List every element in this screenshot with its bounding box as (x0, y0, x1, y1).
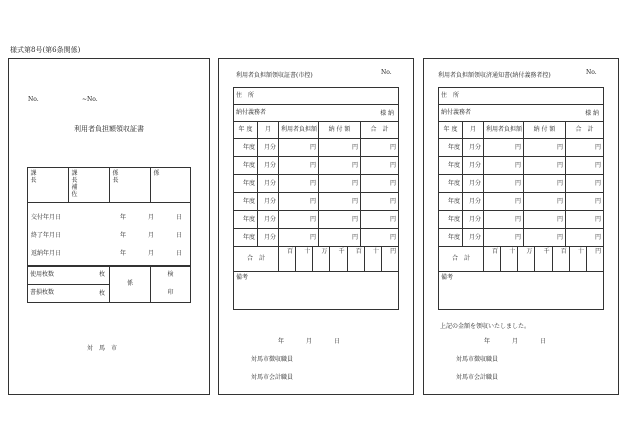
right-header-paid: 納 付 額 (524, 122, 566, 139)
issue-month: 月 (148, 214, 155, 221)
mid-total-label: 合 計 (234, 247, 279, 272)
mid-address-cell: 住 所 (234, 88, 399, 105)
mid-header-paid: 納 付 額 (319, 122, 361, 139)
mid-date-month: 月 (306, 338, 313, 345)
spoiled-count-cell: 書損枚数 枚 (28, 284, 110, 303)
right-header-total: 合 計 (566, 122, 604, 139)
table-row: 年度 月分 円 円 円 (439, 193, 604, 211)
end-month: 月 (148, 232, 155, 239)
mid-payer-cell: 納付義務者 様 納 (234, 105, 399, 122)
right-total-digits: 百 十 万 千 百 十 円 (484, 247, 604, 272)
stamp-box-kakaricho: 係長 (110, 168, 151, 203)
mid-notes-cell: 備考 (234, 272, 399, 310)
mid-header-year: 年 度 (234, 122, 258, 139)
return-month: 月 (148, 250, 155, 257)
right-accountant: 対馬市会計職員 (456, 374, 499, 381)
return-date-label: 返納年月日 (31, 250, 62, 257)
left-number-no: No. (28, 96, 39, 103)
left-number-range: ~No. (82, 96, 98, 103)
mid-header-total: 合 計 (361, 122, 399, 139)
stamp-box-kakari: 係 (151, 168, 191, 203)
right-header-year: 年 度 (439, 122, 463, 139)
left-approval-table (27, 167, 191, 267)
right-notes-cell: 備考 (439, 272, 604, 310)
right-collector: 対馬市徴収職員 (456, 356, 499, 363)
mid-total-digits: 百 十 万 千 百 十 円 (279, 247, 399, 272)
table-row: 年度 月分 円 円 円 (234, 157, 399, 175)
right-date-month: 月 (512, 338, 519, 345)
issue-date-label: 交付年月日 (31, 214, 62, 221)
stamp-box-kacho: 課長 (28, 168, 69, 203)
end-day: 日 (176, 232, 183, 239)
table-row: 年度 月分 円 円 円 (439, 229, 604, 247)
right-doc-title: 利用者負担額領収済通知書(納付義務者控) (438, 72, 551, 79)
mid-date-year: 年 (278, 338, 285, 345)
mid-header-amount: 利用者負担額 (279, 122, 319, 139)
right-number-no: No. (586, 69, 597, 76)
right-address-cell: 住 所 (439, 88, 604, 105)
left-count-table (27, 265, 191, 303)
right-received-text: 上記の金額を領収いたしました。 (440, 323, 531, 330)
end-year: 年 (120, 232, 127, 239)
table-row: 年度 月分 円 円 円 (234, 211, 399, 229)
date-rows-cell (28, 203, 191, 267)
mid-accountant: 対馬市会計職員 (251, 374, 294, 381)
table-row: 年度 月分 円 円 円 (234, 175, 399, 193)
mid-number-no: No. (381, 69, 392, 76)
right-receipt-table (438, 87, 604, 310)
mid-doc-title: 利用者負担額領収証書(市控) (236, 72, 313, 79)
seal-cell: 検印 (151, 266, 191, 303)
form-label: 様式第8号(第6条関係) (10, 46, 81, 54)
table-row: 年度 月分 円 円 円 (234, 229, 399, 247)
table-row: 年度 月分 円 円 円 (234, 193, 399, 211)
right-date-day: 日 (540, 338, 547, 345)
mid-date-day: 日 (334, 338, 341, 345)
right-date-year: 年 (484, 338, 491, 345)
right-payer-cell: 納付義務者 様 納 (439, 105, 604, 122)
return-year: 年 (120, 250, 127, 257)
left-city: 対 馬 市 (87, 345, 118, 352)
right-header-month: 月 (463, 122, 484, 139)
mid-header-month: 月 (258, 122, 279, 139)
end-date-label: 終了年月日 (31, 232, 62, 239)
table-row: 年度 月分 円 円 円 (234, 139, 399, 157)
table-row: 年度 月分 円 円 円 (439, 157, 604, 175)
issue-day: 日 (176, 214, 183, 221)
count-kakari-cell: 係 (110, 266, 151, 303)
issue-year: 年 (120, 214, 127, 221)
return-day: 日 (176, 250, 183, 257)
mid-collector: 対馬市徴収職員 (251, 356, 294, 363)
left-doc-title: 利用者負担額領収証書 (74, 125, 144, 133)
right-header-amount: 利用者負担額 (484, 122, 524, 139)
table-row: 年度 月分 円 円 円 (439, 139, 604, 157)
table-row: 年度 月分 円 円 円 (439, 175, 604, 193)
right-total-label: 合 計 (439, 247, 484, 272)
stamp-box-kacho-hosa: 課長補佐 (69, 168, 110, 203)
used-count-cell: 使用枚数 枚 (28, 266, 110, 285)
table-row: 年度 月分 円 円 円 (439, 211, 604, 229)
mid-receipt-table (233, 87, 399, 310)
